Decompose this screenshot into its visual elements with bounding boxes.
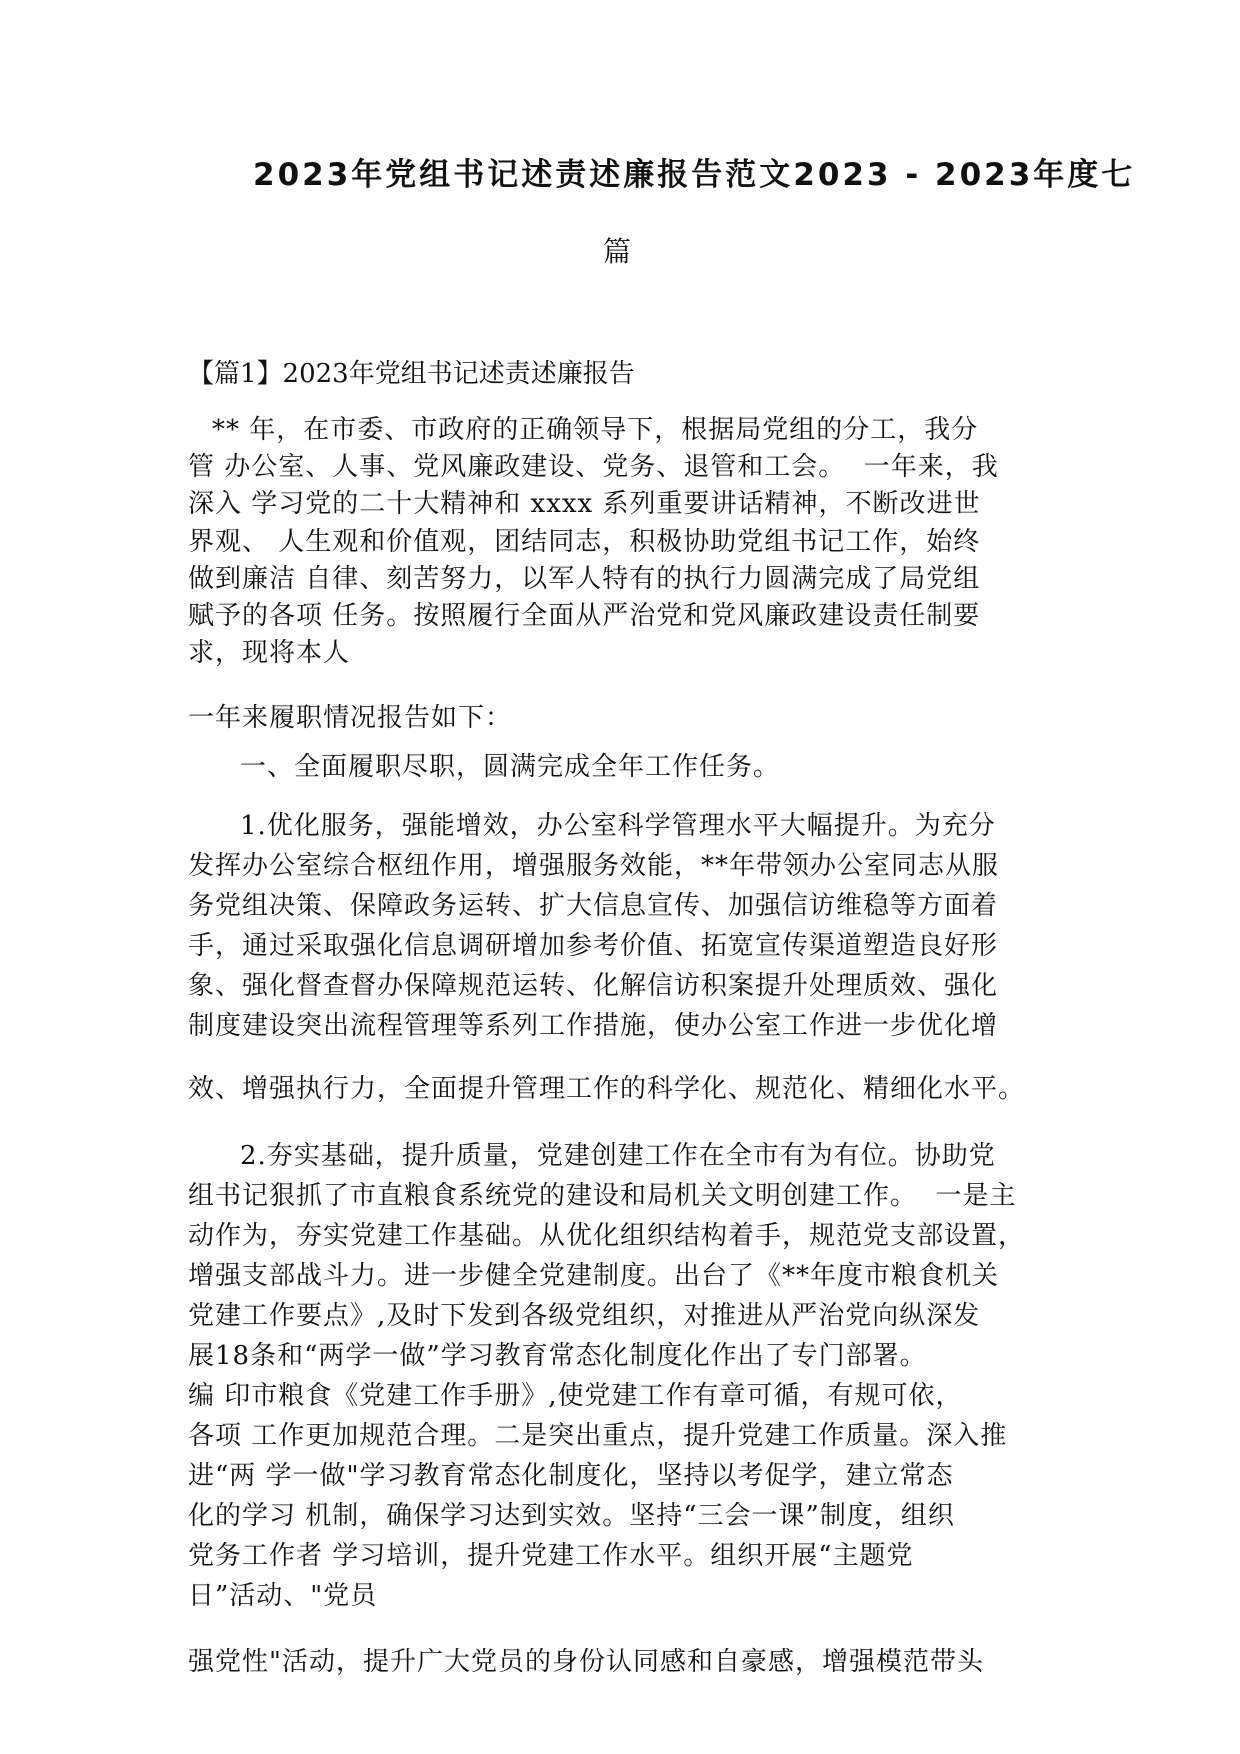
paragraph-line: 求，现将本人 (188, 638, 351, 668)
paragraph-line: 增强支部战斗力。进一步健全党建制度。出台了《**年度市粮食机关 (188, 1261, 1000, 1291)
paragraph-line: 务党组决策、保障政务运转、扩大信息宣传、加强信访维稳等方面着 (188, 891, 999, 921)
paragraph-line: 做到廉洁 自律、刻苦努力，以军人特有的执行力圆满完成了局党组 (188, 564, 981, 594)
paragraph-line: 管 办公室、人事、党风廉政建设、党务、退管和工会。 一年来，我 (188, 452, 999, 482)
paragraph-line: 党务工作者 学习培训，提升党建工作水平。组织开展“主题党 (188, 1541, 914, 1571)
paragraph-line: 赋予的各项 任务。按照履行全面从严治党和党风廉政建设责任制要 (188, 601, 981, 631)
paragraph-line: 化的学习 机制，确保学习达到实效。坚持“三会一课”制度，组织 (188, 1501, 955, 1531)
paragraph-line: 制度建设突出流程管理等系列工作措施，使办公室工作进一步优化增 (188, 1011, 999, 1041)
paragraph-line: ** 年，在市委、市政府的正确领导下，根据局党组的分工，我分 (212, 415, 979, 445)
section-heading: 【篇1】2023年党组书记述责述廉报告 (188, 359, 635, 389)
paragraph-line: 发挥办公室综合枢纽作用，增强服务效能，**年带领办公室同志从服 (188, 851, 1000, 881)
paragraph-line: 各项 工作更加规范合理。二是突出重点，提升党建工作质量。深入推 (188, 1421, 1008, 1451)
paragraph-line: 效、增强执行力，全面提升管理工作的科学化、规范化、精细化水平。 (188, 1074, 1026, 1104)
subsection-heading: 一、全面履职尽职，圆满完成全年工作任务。 (240, 752, 781, 782)
document-title: 2023年党组书记述责述廉报告范文2023 - 2023年度七 (253, 157, 1136, 193)
paragraph-line: 展18条和“两学一做”学习教育常态化制度化作出了专门部署。 (188, 1341, 927, 1371)
paragraph-line: 组书记狠抓了市直粮食系统党的建设和局机关文明创建工作。 一是主 (188, 1181, 1017, 1211)
paragraph-line: 编 印市粮食《党建工作手册》,使党建工作有章可循，有规可依， (188, 1381, 963, 1411)
paragraph-line: 深入 学习党的二十大精神和 xxxx 系列重要讲话精神，不断改进世 (188, 489, 981, 519)
paragraph-line: 一年来履职情况报告如下： (188, 703, 513, 733)
paragraph-line: 强党性"活动，提升广大党员的身份认同感和自豪感，增强模范带头 (188, 1647, 984, 1677)
paragraph-line: 2.夯实基础，提升质量，党建创建工作在全市有为有位。协助党 (240, 1141, 996, 1171)
paragraph-line: 手，通过采取强化信息调研增加参考价值、拓宽宣传渠道塑造良好形 (188, 931, 999, 961)
document-title-continuation: 篇 (603, 235, 632, 268)
paragraph-line: 动作为，夯实党建工作基础。从优化组织结构着手，规范党支部设置， (188, 1221, 1026, 1251)
paragraph-line: 党建工作要点》,及时下发到各级党组织，对推进从严治党向纵深发 (188, 1301, 981, 1331)
paragraph-line: 1.优化服务，强能增效，办公室科学管理水平大幅提升。为充分 (240, 811, 996, 841)
paragraph-line: 象、强化督查督办保障规范运转、化解信访积案提升处理质效、强化 (188, 971, 999, 1001)
paragraph-line: 日”活动、"党员 (188, 1581, 378, 1611)
paragraph-line: 进“两 学一做"学习教育常态化制度化，坚持以考促学，建立常态 (188, 1461, 954, 1491)
paragraph-line: 界观、 人生观和价值观，团结同志，积极协助党组书记工作，始终 (188, 527, 981, 557)
